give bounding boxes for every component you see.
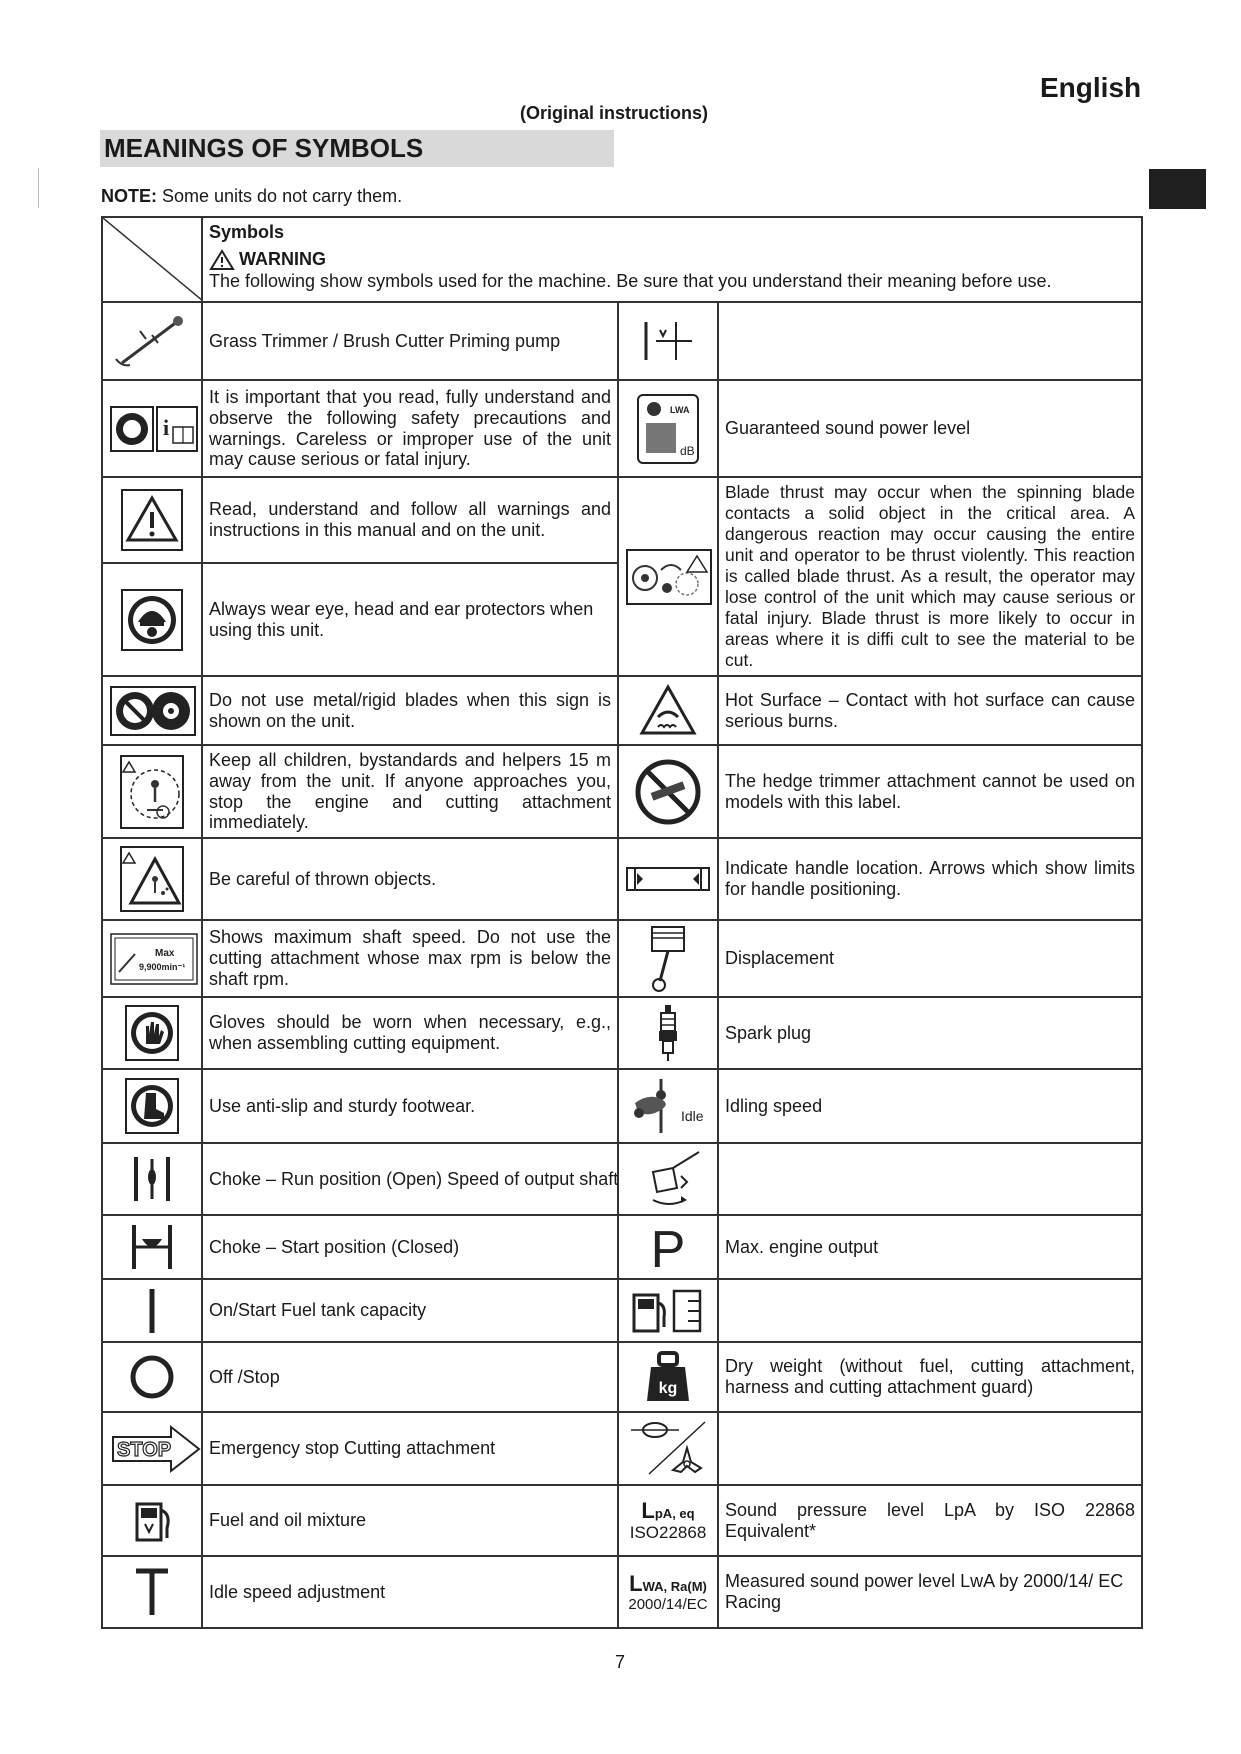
symbol-cell xyxy=(618,1215,718,1279)
description-cell: Off /Stop xyxy=(202,1342,618,1412)
language-label: English xyxy=(1040,72,1142,103)
table-row xyxy=(102,477,1142,563)
max-shaft-speed-icon xyxy=(109,932,199,986)
table-row xyxy=(102,1556,1142,1628)
read-manual-icon xyxy=(109,401,199,457)
description-cell: Emergency stop Cutting attachment xyxy=(202,1412,618,1485)
description-cell: Gloves should be worn when necessary, e.g., when assembling cutting equipment. xyxy=(202,997,618,1069)
description-cell: The hedge trimmer attachment cannot be used on models with this label. xyxy=(718,745,1142,838)
description-cell: Displacement xyxy=(718,920,1142,997)
symbol-cell xyxy=(618,745,718,838)
symbol-cell xyxy=(102,302,202,380)
table-row xyxy=(102,1412,1142,1485)
description-cell: Guaranteed sound power level xyxy=(718,380,1142,477)
description-cell xyxy=(718,1412,1142,1485)
description-cell: Use anti-slip and sturdy footwear. xyxy=(202,1069,618,1143)
table-row xyxy=(102,1069,1142,1143)
output-shaft-speed-icon xyxy=(633,1148,703,1210)
symbols-table xyxy=(101,216,1143,1629)
header-text-cell xyxy=(202,217,1142,302)
hot-surface-icon xyxy=(638,683,698,739)
symbol-cell xyxy=(102,1342,202,1412)
sound-pressure-standard: ISO22868 xyxy=(629,1523,707,1543)
description-cell: Choke – Start position (Closed) xyxy=(202,1215,618,1279)
table-row xyxy=(102,1279,1142,1342)
protective-gear-icon xyxy=(120,588,184,652)
warning-small-icon xyxy=(209,249,235,271)
section-title: MEANINGS OF SYMBOLS xyxy=(100,130,614,167)
description-cell: Spark plug xyxy=(718,997,1142,1069)
table-row xyxy=(102,676,1142,745)
measured-sound-standard: 2000/14/EC xyxy=(628,1596,708,1614)
fuel-oil-mixture-icon xyxy=(127,1496,177,1546)
table-row xyxy=(102,745,1142,838)
spark-plug-icon xyxy=(653,1003,683,1063)
symbol-cell xyxy=(102,1143,202,1215)
lwa-label: LWA xyxy=(670,404,690,415)
warning-triangle-icon xyxy=(120,488,184,552)
grass-trimmer-icon xyxy=(112,309,192,373)
on-start-icon xyxy=(132,1285,172,1337)
fuel-tank-icon xyxy=(628,1287,708,1335)
description-cell: It is important that you read, fully understand and observe the following safety precautions and warnings. Careless or improper use of the unit may cause serious or fatal injury. xyxy=(202,380,618,477)
note-label: NOTE: xyxy=(101,186,157,206)
symbol-cell xyxy=(102,1412,202,1485)
description-cell: Read, understand and follow all warnings and instructions in this manual and on the unit. xyxy=(202,477,618,563)
measured-sound-sub: WA, Ra(M) xyxy=(642,1578,707,1594)
description-cell: Grass Trimmer / Brush Cutter Priming pump xyxy=(202,302,618,380)
gloves-icon xyxy=(124,1004,180,1062)
table-row xyxy=(102,920,1142,997)
symbol-cell xyxy=(618,1556,718,1628)
symbol-cell xyxy=(102,1215,202,1279)
symbol-cell xyxy=(102,477,202,563)
symbol-cell xyxy=(618,676,718,745)
description-cell: Fuel and oil mixture xyxy=(202,1485,618,1556)
sound-pressure-sub: pA, eq xyxy=(654,1506,695,1522)
symbol-cell xyxy=(618,380,718,477)
symbol-cell xyxy=(618,1279,718,1342)
symbol-cell xyxy=(618,838,718,920)
description-cell xyxy=(718,1143,1142,1215)
warning-label xyxy=(209,249,1135,271)
max-label: Max xyxy=(155,947,175,959)
max-output-letter: P xyxy=(650,1221,686,1275)
symbol-cell xyxy=(102,1279,202,1342)
priming-pump-icon xyxy=(638,316,698,366)
symbol-cell xyxy=(618,302,718,380)
sound-pressure-main: L xyxy=(641,1498,655,1524)
dry-weight-icon xyxy=(643,1349,693,1405)
stop-label: STOP xyxy=(117,1438,172,1461)
page-number: 7 xyxy=(615,1652,626,1672)
choke-start-icon xyxy=(122,1221,182,1273)
intro-text: The following show symbols used for the machine. Be sure that you understand their meaning before use. xyxy=(209,270,1052,291)
kg-label: kg xyxy=(658,1380,678,1397)
idle-adjust-icon xyxy=(130,1565,174,1619)
no-metal-blade-icon xyxy=(109,685,197,737)
symbol-cell xyxy=(102,1485,202,1556)
description-cell xyxy=(718,1279,1142,1342)
no-hedge-trimmer-icon xyxy=(633,757,703,827)
symbol-cell xyxy=(618,1143,718,1215)
idling-speed-icon xyxy=(625,1073,713,1139)
table-row xyxy=(102,1143,1142,1215)
table-row xyxy=(102,1342,1142,1412)
sound-pressure-icon xyxy=(625,1498,711,1543)
table-header-row xyxy=(102,217,1142,302)
description-cell: Keep all children, bystandards and helpers 15 m away from the unit. If anyone approaches you, stop the engine and cutting attachment immediately. xyxy=(202,745,618,838)
description-cell: Idle speed adjustment xyxy=(202,1556,618,1628)
symbol-cell xyxy=(102,676,202,745)
emergency-stop-icon xyxy=(109,1423,203,1475)
choke-run-icon xyxy=(122,1153,182,1205)
symbol-cell xyxy=(102,563,202,676)
off-stop-icon xyxy=(126,1351,178,1403)
symbol-cell xyxy=(618,920,718,997)
description-cell: Shows maximum shaft speed. Do not use the cutting attachment whose max rpm is below the shaft rpm. xyxy=(202,920,618,997)
symbol-cell xyxy=(102,1556,202,1628)
footwear-icon xyxy=(124,1077,180,1135)
symbol-cell xyxy=(618,1412,718,1485)
cutting-attachment-icon xyxy=(625,1418,711,1480)
measured-sound-icon xyxy=(625,1571,711,1614)
header-diagonal-cell xyxy=(102,217,202,302)
table-row xyxy=(102,380,1142,477)
symbol-cell xyxy=(618,1342,718,1412)
note xyxy=(101,186,402,207)
symbol-cell xyxy=(102,838,202,920)
max-output-icon xyxy=(643,1219,693,1275)
max-rpm-label: 9,900min⁻¹ xyxy=(139,961,186,972)
description-cell: Always wear eye, head and ear protectors when using this unit. xyxy=(202,563,618,676)
symbol-cell xyxy=(618,477,718,676)
symbol-cell xyxy=(102,380,202,477)
page-edge-tab xyxy=(1149,169,1206,209)
table-row xyxy=(102,838,1142,920)
description-cell: Do not use metal/rigid blades when this sign is shown on the unit. xyxy=(202,676,618,745)
symbols-label: Symbols xyxy=(209,222,285,242)
table-row xyxy=(102,302,1142,380)
description-cell: Measured sound power level LwA by 2000/14/ EC Racing xyxy=(718,1556,1142,1628)
symbol-cell xyxy=(102,745,202,838)
description-cell: Choke – Run position (Open) Speed of output shaft xyxy=(202,1143,618,1215)
symbol-cell xyxy=(618,997,718,1069)
keep-distance-icon xyxy=(119,754,185,830)
description-cell: Hot Surface – Contact with hot surface can cause serious burns. xyxy=(718,676,1142,745)
description-cell: Idling speed xyxy=(718,1069,1142,1143)
description-cell: Sound pressure level LpA by ISO 22868 Equivalent* xyxy=(718,1485,1142,1556)
sound-power-icon xyxy=(636,393,700,465)
description-cell: Indicate handle location. Arrows which show limits for handle positioning. xyxy=(718,838,1142,920)
diagonal-line-icon xyxy=(103,218,203,301)
symbol-cell xyxy=(102,997,202,1069)
thrown-objects-icon xyxy=(119,845,185,913)
measured-sound-main: L xyxy=(629,1570,643,1596)
note-text: Some units do not carry them. xyxy=(157,186,403,206)
blade-thrust-icon xyxy=(625,548,713,606)
warning-text: WARNING xyxy=(239,249,326,270)
table-row xyxy=(102,997,1142,1069)
symbol-cell xyxy=(618,1485,718,1556)
svg-text:dB: dB xyxy=(680,443,695,458)
original-instructions: (Original instructions) xyxy=(520,103,709,123)
svg-text:i: i xyxy=(163,414,170,440)
symbol-cell xyxy=(102,1069,202,1143)
description-cell: Be careful of thrown objects. xyxy=(202,838,618,920)
description-cell: Blade thrust may occur when the spinning blade contacts a solid object in the critical area. A dangerous reaction may occur causing the entire unit and operator to be thrust violently. This reaction is called blade thrust. As a result, the operator may lose control of the unit which may cause serious or fatal injury. Blade thrust is more likely to occur in areas where it is diffi cult to see the material to be cut. xyxy=(718,477,1142,676)
margin-line xyxy=(38,168,39,208)
symbol-cell xyxy=(618,1069,718,1143)
displacement-icon xyxy=(646,925,690,993)
description-cell: Dry weight (without fuel, cutting attachment, harness and cutting attachment guard) xyxy=(718,1342,1142,1412)
description-cell xyxy=(718,302,1142,380)
table-row xyxy=(102,1215,1142,1279)
description-cell: Max. engine output xyxy=(718,1215,1142,1279)
table-row xyxy=(102,1485,1142,1556)
handle-location-icon xyxy=(625,864,711,894)
symbol-cell xyxy=(102,920,202,997)
description-cell: On/Start Fuel tank capacity xyxy=(202,1279,618,1342)
idle-label: Idle xyxy=(681,1108,704,1124)
